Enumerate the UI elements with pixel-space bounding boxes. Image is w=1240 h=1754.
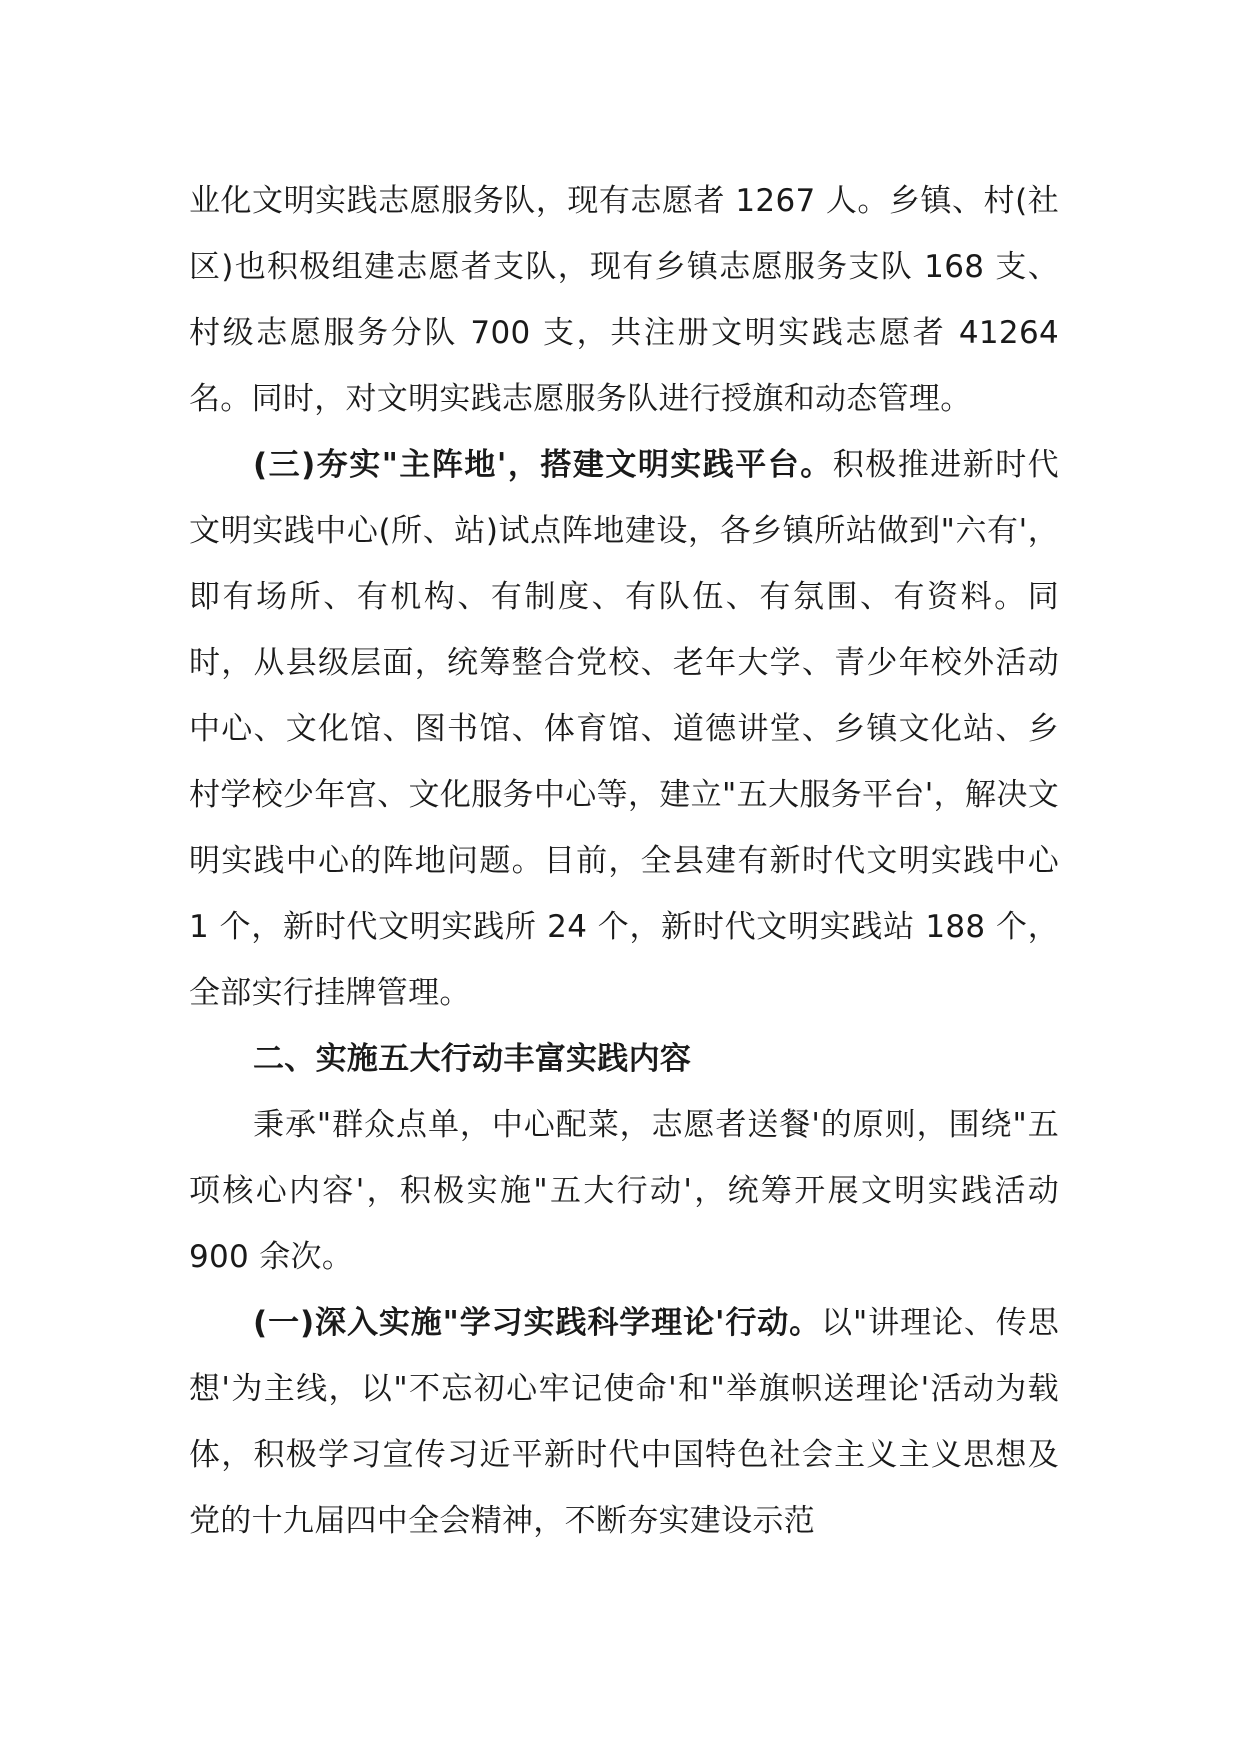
paragraph-volunteer-teams [189,168,1059,432]
paragraph-principle [189,1092,1059,1290]
document-body [189,168,1059,1554]
paragraph-text: 以"讲理论、传思想'为主线，以"不忘初心牢记使命'和"举旗帜送理论'活动为载体，积极学习宣传习近平新时代中国特色社会主义主义思想及党的十九届四中全会精神，不断夯实建设示范 [189,1305,1059,1539]
paragraph-text: 积极推进新时代文明实践中心(所、站)试点阵地建设，各乡镇所站做到"六有'，即有场所、有机构、有制度、有队伍、有氛围、有资料。同时，从县级层面，统筹整合党校、老年大学、青少年校外活动中心、文化馆、图书馆、体育馆、道德讲堂、乡镇文化站、乡村学校少年宫、文化服务中心等，建立"五大服务平台'，解决文明实践中心的阵地问题。目前，全县建有新时代文明实践中心 1 个，新时代文明实践所 24 个，新时代文明实践站 188 个，全部实行挂牌管理。 [189,447,1059,1011]
paragraph-theory-action [189,1290,1059,1554]
section-heading-five-actions [189,1026,1059,1092]
paragraph-heading: (三)夯实"主阵地'，搭建文明实践平台。 [253,447,833,483]
paragraph-text: 业化文明实践志愿服务队，现有志愿者 1267 人。乡镇、村(社区)也积极组建志愿者支队，现有乡镇志愿服务支队 168 支、村级志愿服务分队 700 支，共注册文明实践志愿者 41264 名。同时，对文明实践志愿服务队进行授旗和动态管理。 [189,183,1059,417]
section-heading: 二、实施五大行动丰富实践内容 [253,1041,692,1077]
paragraph-practice-platform [189,432,1059,1026]
paragraph-text: 秉承"群众点单，中心配菜，志愿者送餐'的原则，围绕"五项核心内容'，积极实施"五大行动'，统筹开展文明实践活动 900 余次。 [189,1107,1059,1275]
paragraph-heading: (一)深入实施"学习实践科学理论'行动。 [253,1305,822,1341]
